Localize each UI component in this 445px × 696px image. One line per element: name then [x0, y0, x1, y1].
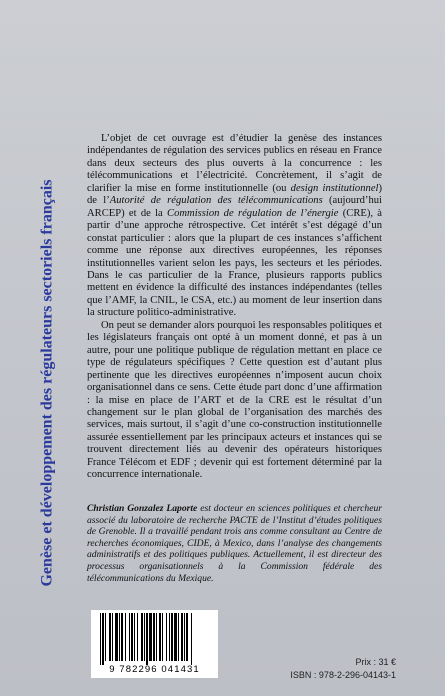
vertical-title	[36, 135, 58, 630]
summary-text	[87, 133, 382, 482]
barcode-bars	[91, 610, 218, 666]
summary-paragraph-1: L’objet de cet ouvrage est d’étudier la genèse des instances indépendantes de régulation des services publics en réseau en France dans deux secteurs des plus ouverts à la concurrence : les télécommunications et l’électricité. Concrètement, il s’agit de clarifier la mise en forme institutionnelle (ou design institutionnel) de l’Autorité de régulation des télécommunications (aujourd’hui ARCEP) et de la Commission de régulation de l’énergie (CRE), à partir d’une approche rétrospective. Cet intérêt s’est dégagé d’un constat particulier : alors que la plupart de ces instances s’affichent comme une réponse aux directives européennes, les réponses institutionnelles varient selon les pays, les secteurs et les périodes. Dans le cas particulier de la France, plusieurs rapports publics mettent en évidence la difficulté des instances indépendantes (telles que l’AMF, la CNIL, le CSA, etc.) au moment de leur insertion dans la structure politico-administrative.	[87, 133, 383, 319]
barcode-digits: 9 782296 041431	[109, 664, 200, 675]
summary-paragraph-2: On peut se demander alors pourquoi les responsables politiques et les législateurs français ont opté à un moment donné, et pas à un autre, pour une politique publique de régulation mettant en place ce type de régulateurs spécifiques ? Cette question est d’autant plus pertinente que les directives européennes n’imposent aucun choix organisationnel dans ce sens. Cette étude part donc d’une affirmation : la mise en place de l’ART et de la CRE est le résultat d’un changement sur le plan global de l’organisation des marchés des services, mais surtout, il s’agit d’une co-construction institutionnelle assurée essentiellement par les principaux acteurs et instances qui se trouvent directement liés au devenir des opérateurs historiques France Télécom et EDF ; devenir qui est fortement déterminé par la concurrence internationale.	[87, 319, 382, 481]
price-label: Prix : 31 €	[355, 657, 396, 667]
author-bio	[87, 503, 382, 584]
author-bio-text: est docteur en sciences politiques et chercheur associé du laboratoire de recherche PACTE de l’Institut d’études politiques de Grenoble. Il a travaillé pendant trois ans comme consultant au Centre de recherches économiques, CIDE, à Mexico, dans l’analyse des changements administratifs et des politiques publiques. Actuellement, il est directeur des processus organisationnels à la Commission fédérale des télécommunications du Mexique.	[87, 503, 382, 584]
vertical-title-text: Genèse et développement des régulateurs sectoriels français	[38, 178, 56, 587]
isbn-label: ISBN : 978-2-296-04143-1	[290, 670, 396, 680]
author-name: Christian Gonzalez Laporte	[87, 503, 198, 514]
isbn-barcode	[91, 610, 218, 678]
